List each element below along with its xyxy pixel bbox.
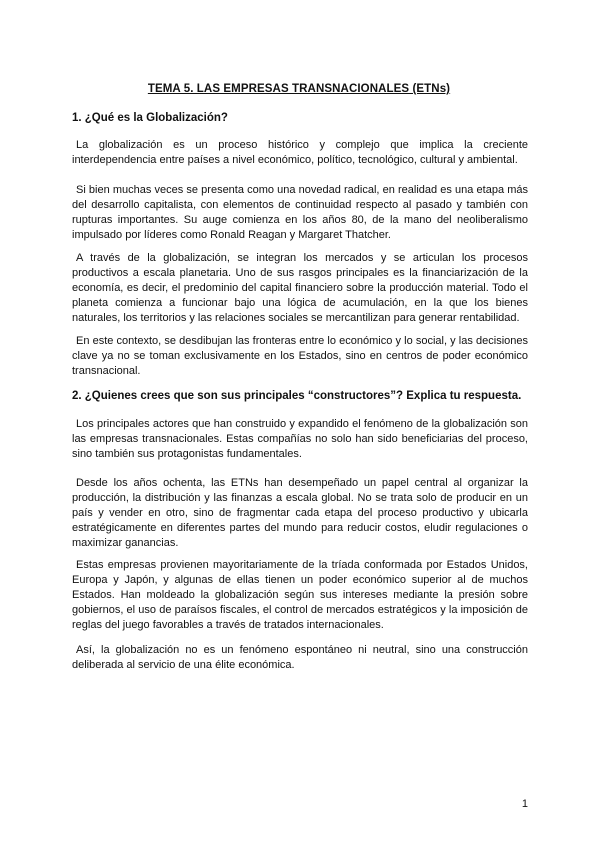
section-2-paragraph-4: Así, la globalización no es un fenómeno espontáneo ni neutral, sino una construcción deliberada al servicio de una élite económica. [72, 644, 528, 671]
section-2-paragraph-1: Los principales actores que han construido y expandido el fenómeno de la globalización son las empresas transnacionales. Estas compañías no solo han sido beneficiarias del proceso, sino también sus protagonistas fundamentales. [72, 418, 528, 460]
section-1-paragraph-1: La globalización es un proceso histórico y complejo que implica la creciente interdependencia entre países a nivel económico, político, tecnológico, cultural y ambiental. [72, 139, 528, 166]
section-2-paragraph-2: Desde los años ochenta, las ETNs han desempeñado un papel central al organizar la producción, la distribución y las finanzas a escala global. No se trata solo de producir en un país y vender en otro, sino de fragmentar cada etapa del proceso productivo y ubicarla estratégicamente en diferentes partes del mundo para reducir costos, eludir regulaciones o maximizar ganancias. [72, 477, 528, 549]
page-number: 1 [521, 798, 528, 810]
section-1-heading: 1. ¿Qué es la Globalización? [72, 112, 228, 124]
section-1-paragraph-2: Si bien muchas veces se presenta como una novedad radical, en realidad es una etapa más del desarrollo capitalista, con elementos de continuidad respecto al pasado y también con rupturas importantes. Su auge comienza en los años 80, de la mano del neoliberalismo impulsado por líderes como Ronald Reagan y Margaret Thatcher. [72, 184, 528, 241]
page-title: TEMA 5. LAS EMPRESAS TRANSNACIONALES (ETNs) [147, 83, 451, 95]
section-1-paragraph-3: A través de la globalización, se integran los mercados y se articulan los procesos productivos a escala planetaria. Uno de sus rasgos principales es la financiarización de la economía, es decir, el predominio del capital financiero sobre la producción material. Todo el planeta comienza a funcionar bajo una lógica de acumulación, en la que los bienes naturales, los territorios y las relaciones sociales se mercantilizan para generar rentabilidad. [72, 252, 528, 324]
section-2-heading: 2. ¿Quienes crees que son sus principales “constructores”? Explica tu respuesta. [72, 390, 522, 402]
section-1-paragraph-4: En este contexto, se desdibujan las fronteras entre lo económico y lo social, y las decisiones clave ya no se toman exclusivamente en los Estados, sino en centros de poder económico transnacional. [72, 335, 528, 377]
section-2-paragraph-3: Estas empresas provienen mayoritariamente de la tríada conformada por Estados Unidos, Europa y Japón, y algunas de ellas tienen un poder económico superior al de muchos Estados. Han moldeado la globalización según sus intereses mediante la presión sobre gobiernos, el uso de paraísos fiscales, el control de mercados estratégicos y la imposición de reglas del juego favorables a través de tratados internacionales. [72, 559, 528, 631]
